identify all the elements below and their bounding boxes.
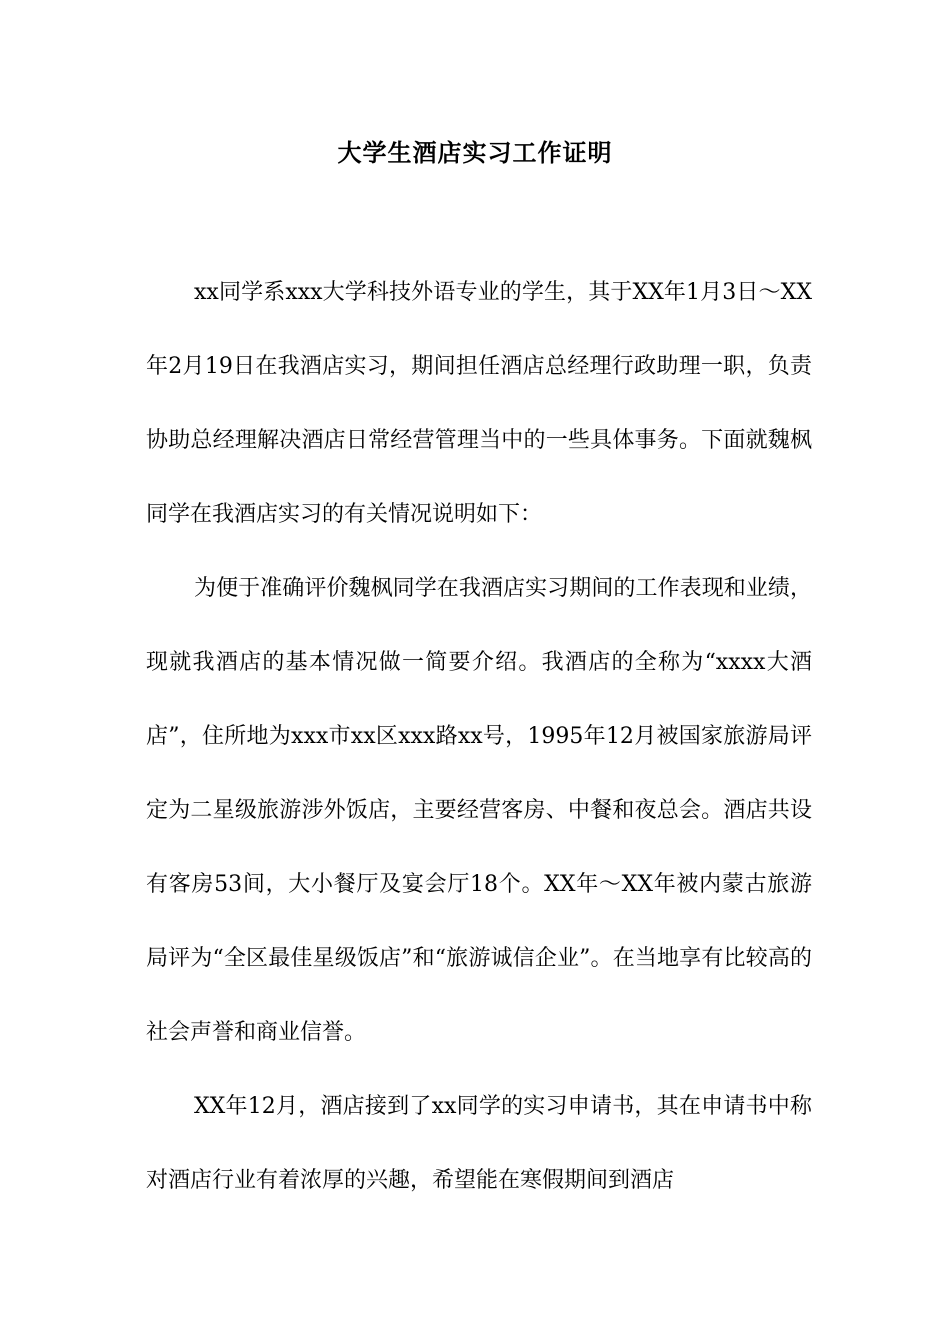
paragraph-3: XX年12月，酒店接到了xx同学的实习申请书，其在申请书中称对酒店行业有着浓厚的兴趣，希望能在寒假期间到酒店 [146,1094,812,1193]
document-body [146,256,812,1218]
paragraph-2: 为便于准确评价魏枫同学在我酒店实习期间的工作表现和业绩，现就我酒店的基本情况做一简要介绍。我酒店的全称为“xxxx大酒店”，住所地为xxx市xx区xxx路xx号，1995年12月被国家旅游局评定为二星级旅游涉外饭店，主要经营客房、中餐和夜总会。酒店共设有客房53间，大小餐厅及宴会厅18个。XX年～XX年被内蒙古旅游局评为“全区最佳星级饭店”和“旅游诚信企业”。在当地享有比较高的社会声誉和商业信誉。 [146,576,812,1045]
paragraph-1: xx同学系xxx大学科技外语专业的学生，其于XX年1月3日～XX年2月19日在我酒店实习，期间担任酒店总经理行政助理一职，负责协助总经理解决酒店日常经营管理当中的一些具体事务。下面就魏枫同学在我酒店实习的有关情况说明如下： [146,280,812,527]
document-title: 大学生酒店实习工作证明 [337,138,613,167]
